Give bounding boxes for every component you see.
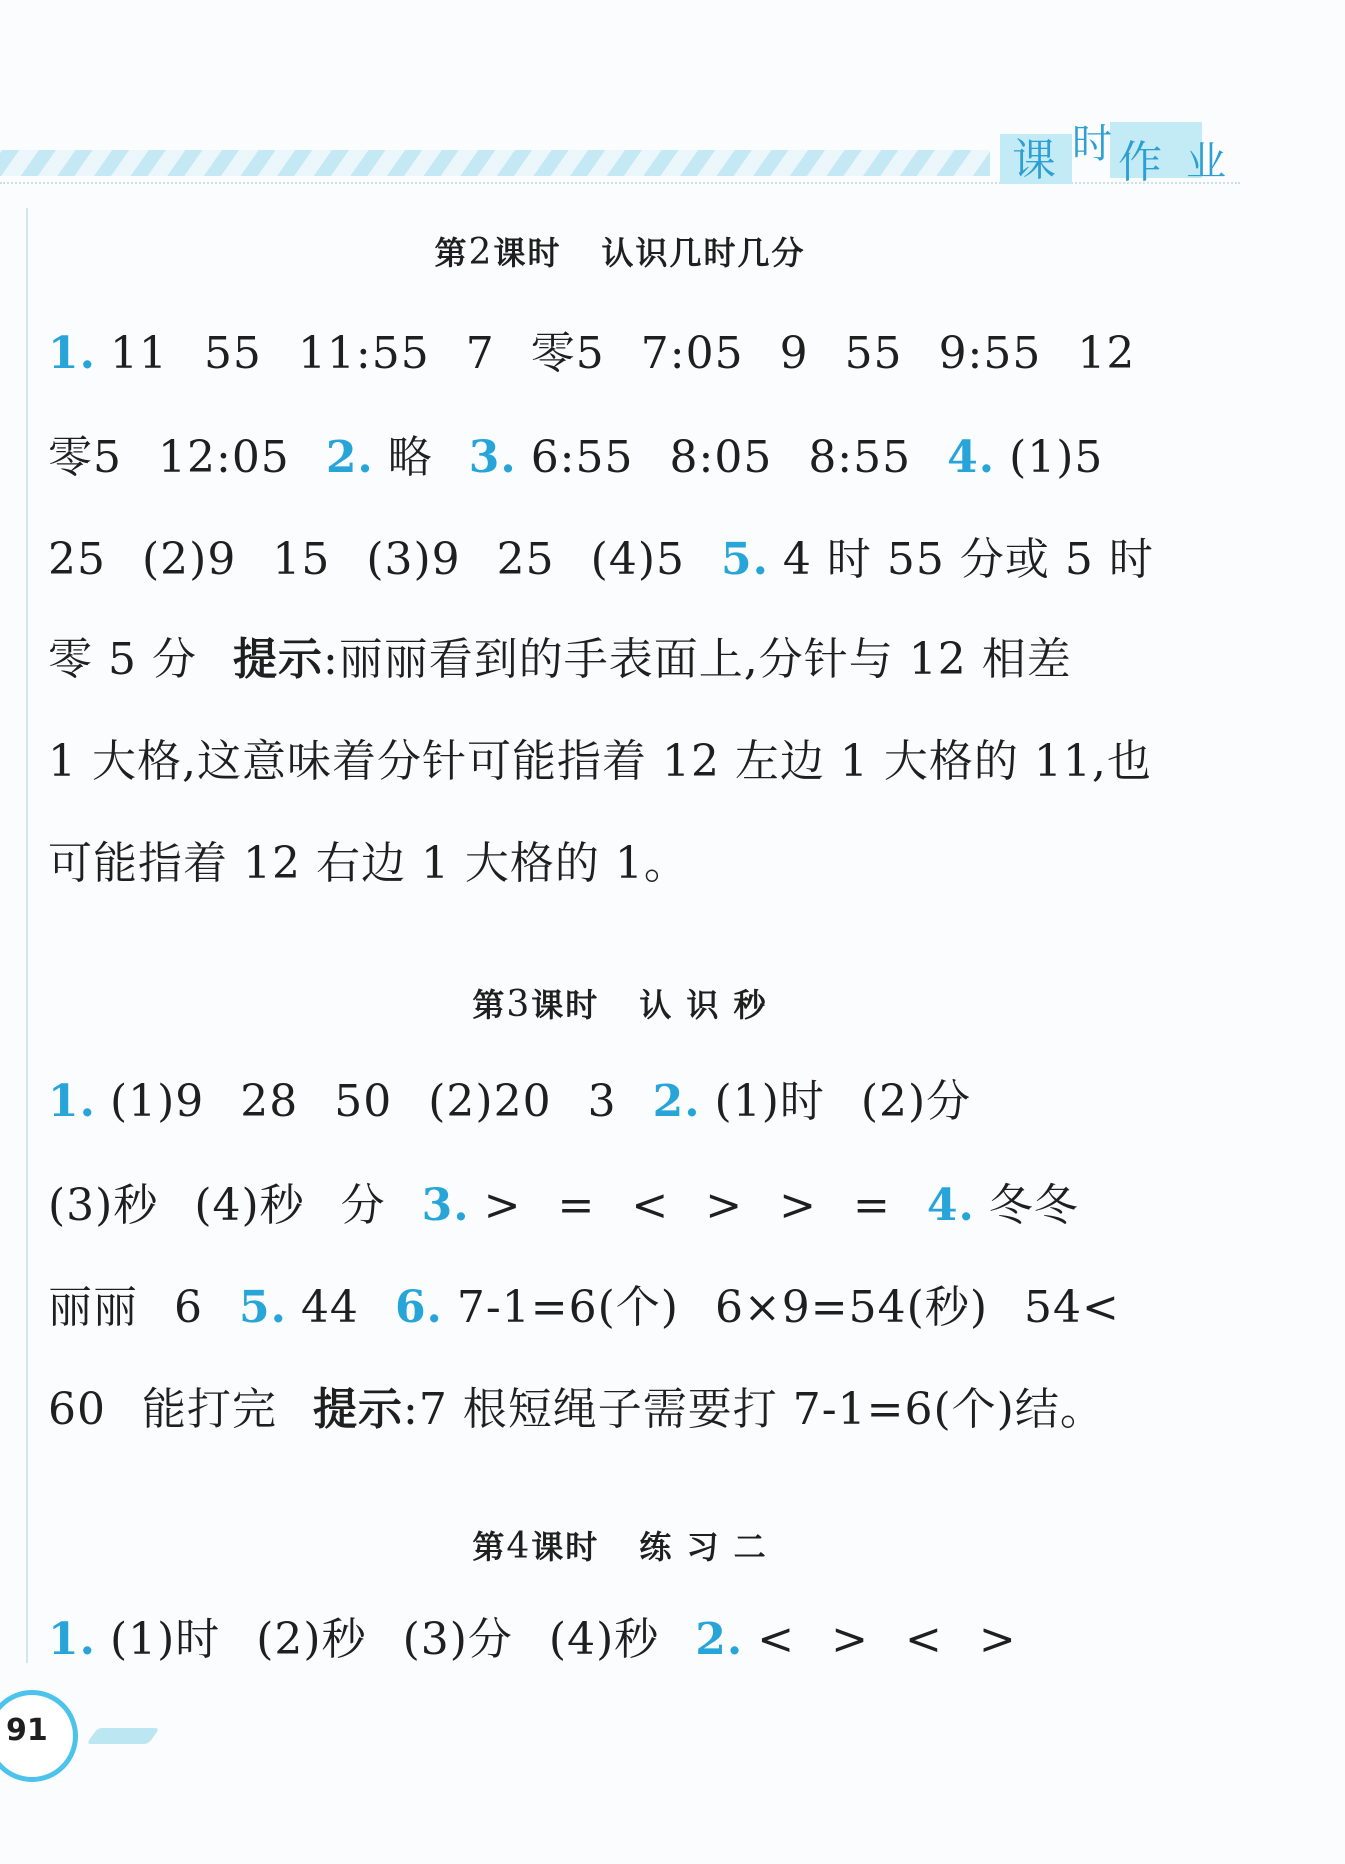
answer-line xyxy=(48,1180,1079,1231)
brand-char: 作 xyxy=(1118,137,1162,188)
answer-token: 44 xyxy=(300,1282,359,1333)
answer-token: 25 xyxy=(48,534,106,585)
answer-token: (3)分 xyxy=(402,1614,513,1665)
answer-token: 8:05 xyxy=(669,432,773,483)
answer-token: > xyxy=(978,1614,1017,1665)
question-number: 1. xyxy=(48,1614,96,1665)
question-number: 2. xyxy=(652,1076,701,1127)
answer-token: 28 xyxy=(240,1076,299,1127)
page-number: 91 xyxy=(6,1713,48,1748)
answer-token: (4)秒 xyxy=(194,1180,305,1231)
answer-token: (2)分 xyxy=(860,1076,972,1127)
answer-token: > xyxy=(779,1180,817,1231)
answer-token: :7 根短绳子需要打 7-1=6(个)结。 xyxy=(403,1384,1105,1435)
footer-decoration xyxy=(86,1728,159,1744)
answer-line xyxy=(48,736,1152,787)
answer-token: 15 xyxy=(272,534,331,585)
answer-token: :丽丽看到的手表面上,分针与 12 相差 xyxy=(322,634,1072,685)
answer-token: 略 xyxy=(387,432,433,483)
answer-token: 1 大格,这意味着分针可能指着 12 左边 1 大格的 11,也 xyxy=(48,736,1152,787)
answer-token: 60 xyxy=(48,1384,106,1435)
question-number: 2. xyxy=(695,1614,744,1665)
section-title-lesson-4: 第4课时 练 习 二 xyxy=(472,1526,768,1567)
answer-token: 3 xyxy=(587,1076,617,1127)
question-number: 3. xyxy=(468,432,517,483)
section-title-lesson-3: 第3课时 认 识 秒 xyxy=(472,984,768,1025)
brand-char: 课 xyxy=(1012,135,1056,186)
answer-token: 8:55 xyxy=(808,432,912,483)
question-number: 5. xyxy=(720,534,769,585)
answer-token: (2)秒 xyxy=(256,1614,367,1665)
answer-line xyxy=(48,432,1104,483)
answer-token: 9 xyxy=(779,328,809,379)
answer-token: 9:55 xyxy=(938,328,1042,379)
answer-token: > xyxy=(483,1180,522,1231)
brand-char: 业 xyxy=(1186,139,1226,185)
hint-label: 提示 xyxy=(313,1384,403,1435)
answer-token: 零5 xyxy=(48,432,122,483)
answer-token: 能打完 xyxy=(142,1384,277,1435)
answer-line xyxy=(48,838,689,889)
answer-token: 7 xyxy=(465,328,495,379)
answer-token: 零5 xyxy=(530,328,605,379)
answer-token: 55 xyxy=(203,328,262,379)
answer-token: 分 xyxy=(340,1180,386,1231)
question-number: 4. xyxy=(926,1180,975,1231)
answer-token: 可能指着 12 右边 1 大格的 1。 xyxy=(48,838,689,889)
answer-token: (4)5 xyxy=(590,534,685,585)
answer-token: (2)9 xyxy=(142,534,237,585)
answer-token: 4 时 55 分或 5 时 xyxy=(782,534,1154,585)
question-number: 3. xyxy=(421,1180,470,1231)
question-number: 5. xyxy=(239,1282,287,1333)
header-stripe xyxy=(0,150,990,176)
answer-token: > xyxy=(831,1614,869,1665)
answer-line xyxy=(48,1614,1017,1665)
section-title-lesson-2: 第2课时 认识几时几分 xyxy=(434,232,806,273)
answer-token: 6×9=54(秒) xyxy=(714,1282,988,1333)
question-number: 4. xyxy=(947,432,996,483)
page-edge xyxy=(26,208,28,1663)
question-number: 6. xyxy=(394,1282,443,1333)
answer-token: 11:55 xyxy=(297,328,430,379)
answer-token: > xyxy=(705,1180,744,1231)
question-number: 2. xyxy=(325,432,374,483)
answer-token: < xyxy=(757,1614,796,1665)
question-number: 1. xyxy=(48,1076,96,1127)
answer-token: 丽丽 xyxy=(48,1282,138,1333)
answer-token: 冬冬 xyxy=(988,1180,1079,1231)
brand-logo xyxy=(1000,112,1240,188)
answer-token: 11 xyxy=(109,328,168,379)
answer-token: (3)9 xyxy=(366,534,461,585)
answer-line xyxy=(48,534,1154,585)
answer-token: 55 xyxy=(844,328,903,379)
answer-line xyxy=(48,1076,972,1127)
answer-token: 零 5 分 xyxy=(48,634,197,685)
answer-token: < xyxy=(631,1180,670,1231)
answer-token: 25 xyxy=(496,534,555,585)
answer-line xyxy=(48,328,1136,379)
answer-token: = xyxy=(557,1180,596,1231)
answer-token: 12:05 xyxy=(158,432,290,483)
answer-token: = xyxy=(852,1180,891,1231)
answer-token: (4)秒 xyxy=(548,1614,660,1665)
answer-token: (2)20 xyxy=(428,1076,552,1127)
answer-line xyxy=(48,1282,1120,1333)
answer-token: 6 xyxy=(174,1282,203,1333)
answer-token: (1)时 xyxy=(109,1614,221,1665)
answer-token: 7-1=6(个) xyxy=(456,1282,679,1333)
answer-token: (1)时 xyxy=(714,1076,825,1127)
answer-token: (1)5 xyxy=(1009,432,1104,483)
question-number: 1. xyxy=(48,328,96,379)
answer-token: < xyxy=(904,1614,943,1665)
hint-label: 提示 xyxy=(232,634,323,685)
answer-token: 54< xyxy=(1023,1282,1120,1333)
answer-token: 50 xyxy=(334,1076,393,1127)
answer-token: 12 xyxy=(1077,328,1136,379)
answer-token: 6:55 xyxy=(530,432,634,483)
answer-line xyxy=(48,634,1072,685)
answer-token: 7:05 xyxy=(640,328,744,379)
answer-token: (3)秒 xyxy=(48,1180,159,1231)
brand-char: 时 xyxy=(1072,121,1112,167)
answer-token: (1)9 xyxy=(109,1076,205,1127)
answer-line xyxy=(48,1384,1105,1435)
